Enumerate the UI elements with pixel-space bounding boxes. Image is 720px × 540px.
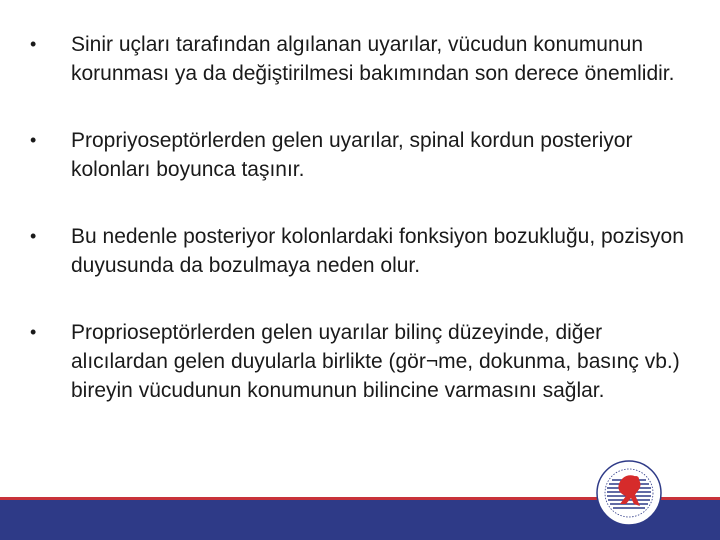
bullet-item <box>28 318 688 405</box>
bullet-dot-icon: • <box>30 322 37 342</box>
university-seal-icon <box>596 460 662 526</box>
bullet-list <box>28 30 688 405</box>
bullet-text: Propriyoseptörlerden gelen uyarılar, spinal kordun posteriyor kolonları boyunca taşınır. <box>71 129 633 181</box>
bullet-item <box>28 126 688 184</box>
bullet-item <box>28 222 688 280</box>
bullet-text: Proprioseptörlerden gelen uyarılar bilinç düzeyinde, diğer alıcılardan gelen duyularla birlikte (gör¬me, dokunma, basınç vb.) bireyin vücudunun konumunun bilincine varmasını sağlar. <box>71 321 680 402</box>
bullet-dot-icon: • <box>30 226 37 246</box>
bullet-dot-icon: • <box>30 34 37 54</box>
bullet-item <box>28 30 688 88</box>
bullet-text: Bu nedenle posteriyor kolonlardaki fonksiyon bozukluğu, pozisyon duyusunda da bozulmaya neden olur. <box>71 225 684 277</box>
bullet-text: Sinir uçları tarafından algılanan uyarılar, vücudun konumunun korunması ya da değiştirilmesi bakımından son derece önemlidir. <box>71 33 675 85</box>
bullet-dot-icon: • <box>30 130 37 150</box>
